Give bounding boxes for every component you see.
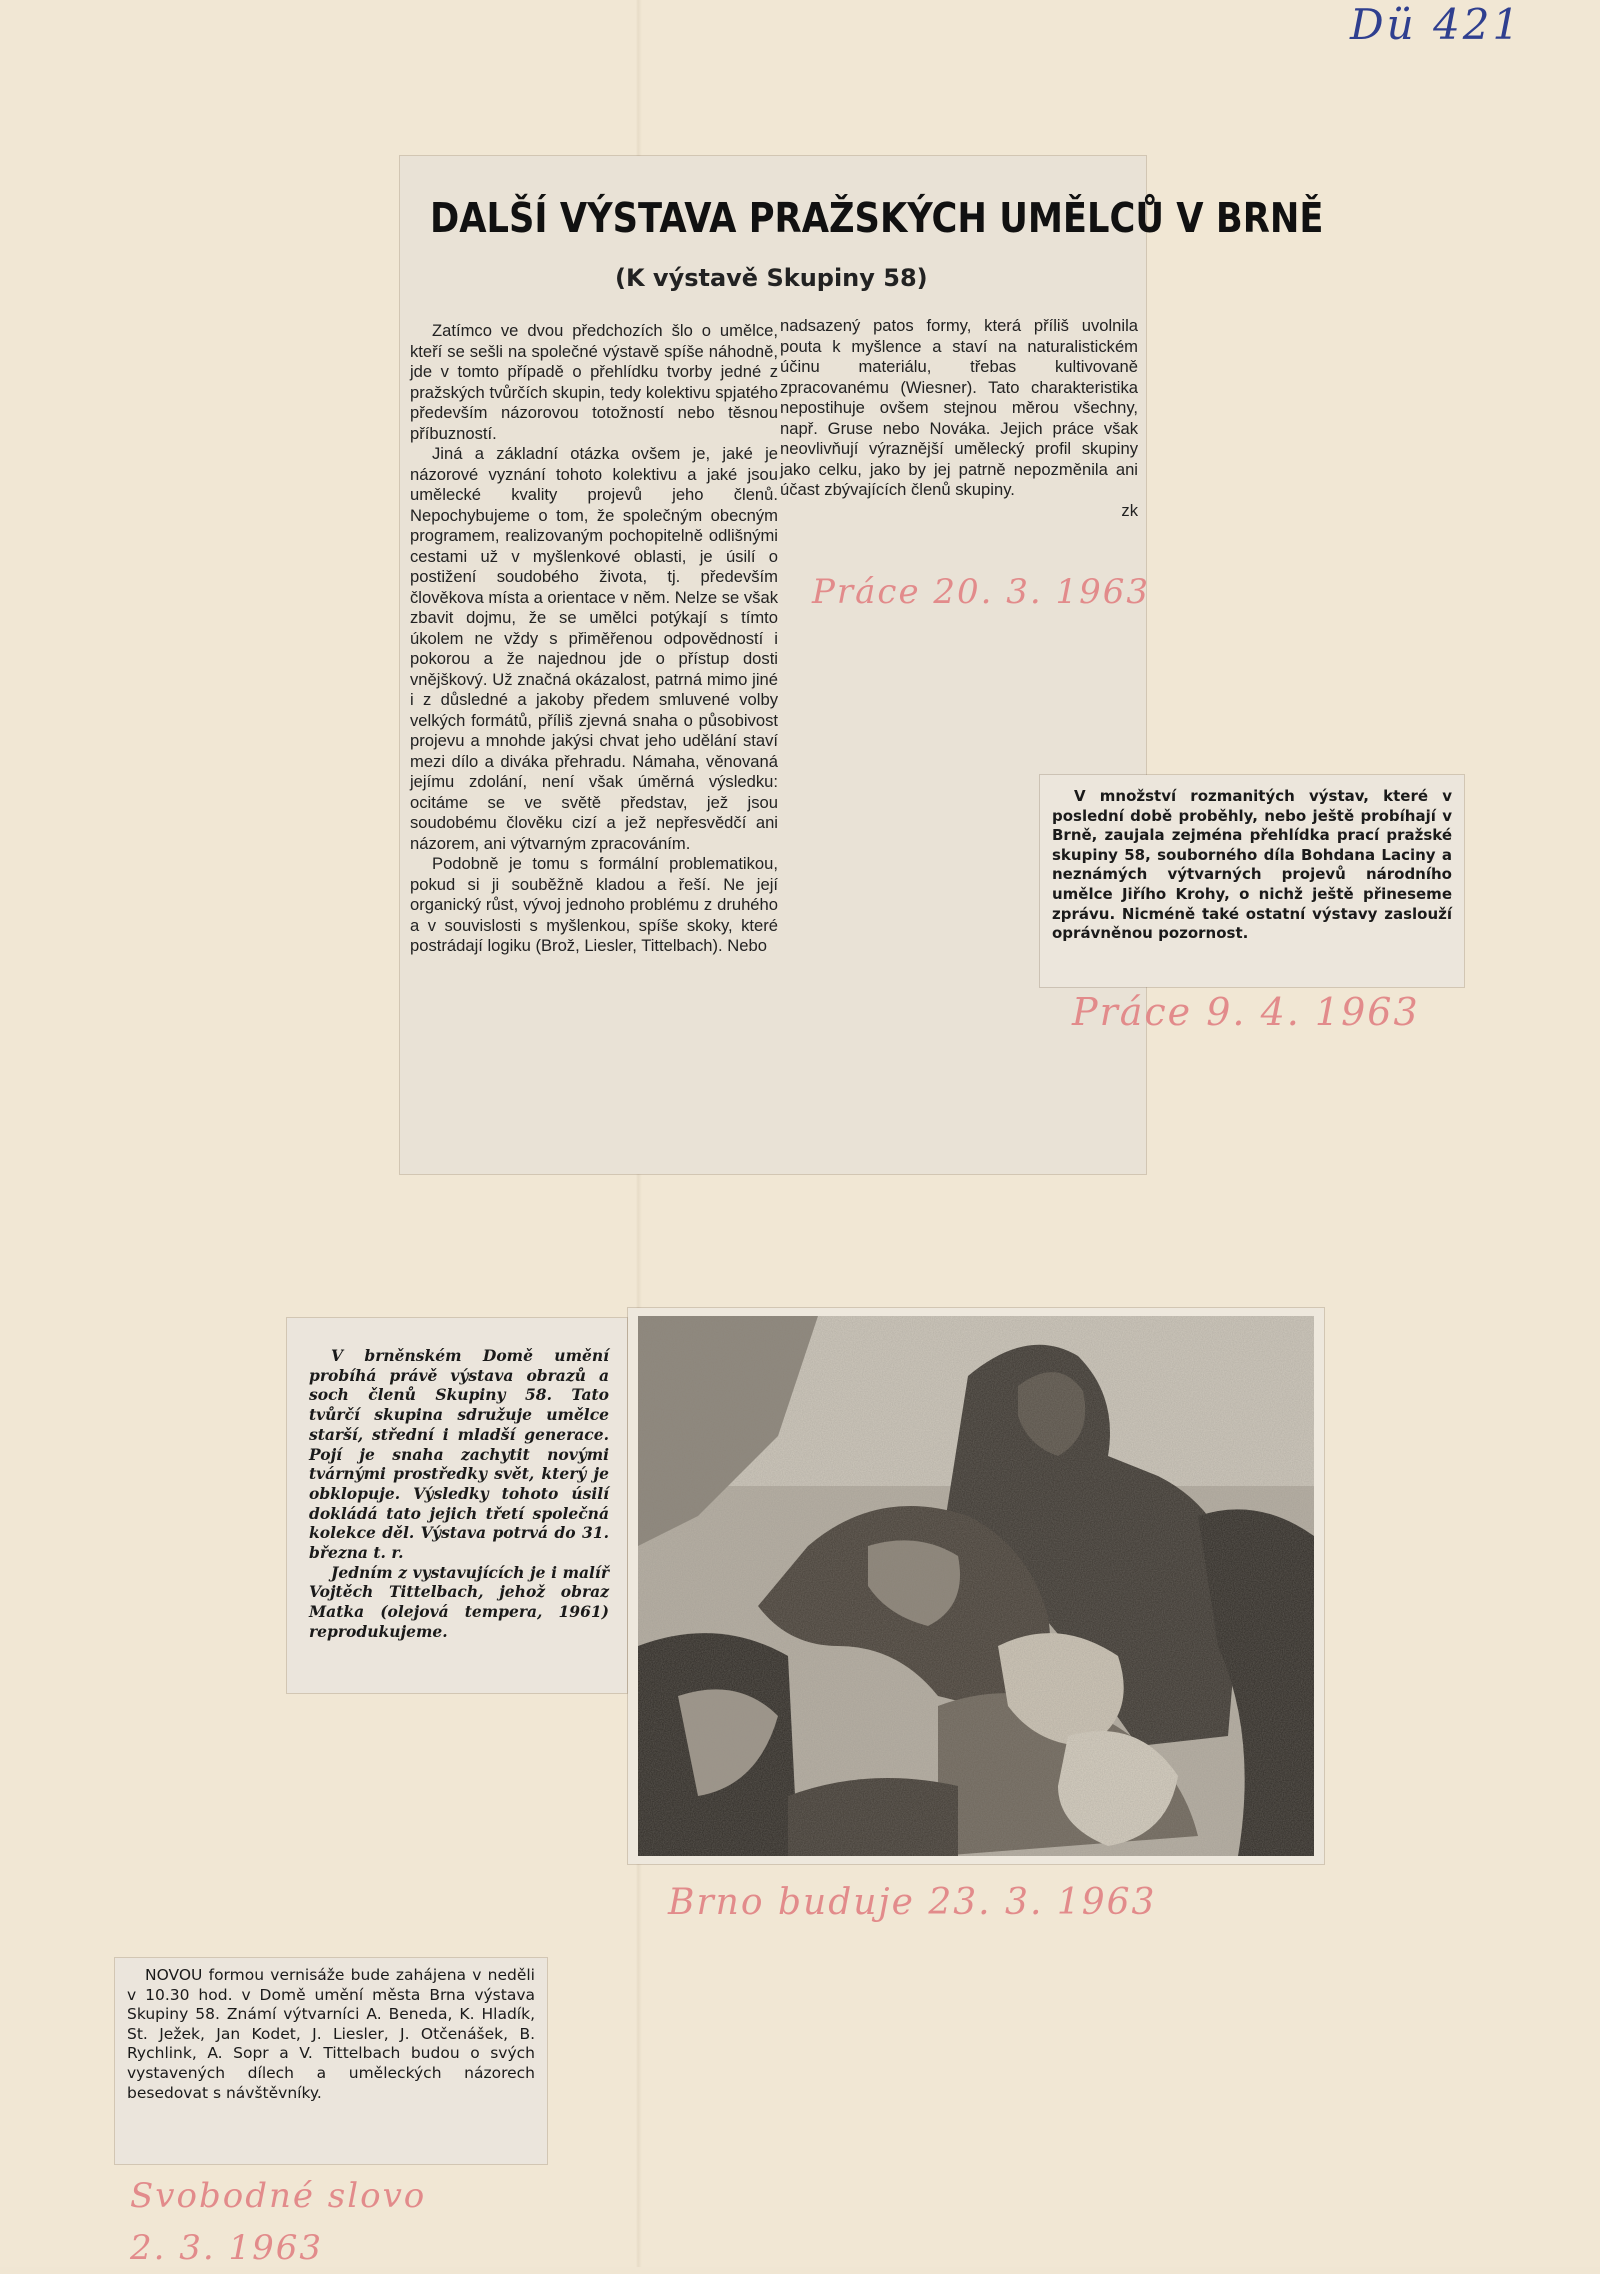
paragraph: V brněnském Domě umění probíhá právě výstava obrazů a soch členů Skupiny 58. Tato tvůrčí skupina sdružuje umělce starší, střední i mladší generace. Pojí je snaha zachytit novými tvárnými prostředky svět, který je obklopuje. Výsledky tohoto úsilí dokládá tato jejich třetí společná kolekce děl. Výstava potrvá do 31. března t. r. — [309, 1346, 609, 1563]
painting-image — [638, 1316, 1314, 1856]
handwritten-source-note: Práce 9. 4. 1963 — [1072, 990, 1420, 1034]
paragraph: Zatímco ve dvou předchozích šlo o umělce, kteří se sešli na společné výstavě spíše náhodně, jde v tomto případě o přehlídku tvorby jedné z pražských tvůrčích skupin, tedy kolektivu spjatého především názorovou totožností nebo těsnou příbuzností. — [410, 321, 778, 443]
paragraph: V množství rozmanitých výstav, které v poslední době proběhly, nebo ještě probíhají v Brně, zaujala zejména přehlídka prací pražské skupiny 58, souborného díla Bohdana Laciny a neznámých výtvarných projevů národního umělce Jiřího Krohy, o nichž ještě přineseme zprávu. Nicméně také ostatní výstavy zaslouží oprávněnou pozornost. — [1052, 787, 1452, 943]
article-left-column — [410, 321, 778, 957]
notice-text — [127, 1966, 535, 2103]
painting-reproduction — [628, 1308, 1324, 1864]
paragraph: Podobně je tomu s formální problematikou, pokud si ji souběžně kladou a řeší. Ne její organický růst, vývoj jednoho problému z druhého a v souvislosti s myšlenkou, spíše skoky, které postrádají logiku (Brož, Liesler, Tittelbach). Nebo — [410, 854, 778, 955]
short-article-text — [1052, 787, 1452, 944]
author-signature: zk — [1121, 500, 1138, 520]
short-article-clipping — [1040, 775, 1464, 987]
handwritten-source-note: Svobodné slovo 2. 3. 1963 — [130, 2176, 427, 2268]
archive-number: Dü 421 — [1350, 0, 1523, 49]
handwritten-source-note: Brno buduje 23. 3. 1963 — [668, 1882, 1157, 1923]
paragraph: Jedním z vystavujících je i malíř Vojtěch Tittelbach, jehož obraz Matka (olejová tempera, 1961) reprodukujeme. — [309, 1562, 609, 1641]
notice-clipping — [115, 1958, 547, 2164]
article-right-column — [780, 316, 1138, 521]
paragraph: NOVOU formou vernisáže bude zahájena v neděli v 10.30 hod. v Domě umění města Brna výstava Skupiny 58. Známí výtvarníci A. Beneda, K. Hladík, St. Ježek, Jan Kodet, J. Liesler, J. Otčenášek, B. Rychlink, A. Sopr a V. Tittelbach budou o svých vystavených dílech a uměleckých názorech besedovat s návštěvníky. — [127, 1966, 535, 2102]
article-headline: DALŠÍ VÝSTAVA PRAŽSKÝCH UMĚLCŮ V BRNĚ — [430, 194, 1324, 242]
photo-caption-clipping — [287, 1318, 627, 1693]
article-subheadline: (K výstavě Skupiny 58) — [615, 264, 928, 292]
photo-caption-text — [309, 1346, 609, 1642]
handwritten-source-note: Práce 20. 3. 1963 — [812, 572, 1151, 612]
paragraph: Jiná a základní otázka ovšem je, jaké je názorové vyznání tohoto kolektivu a jaké jsou umělecké kvality projevů jeho členů. Nepochybujeme o tom, že společným obecným programem, realizovaným pochopitelně odlišnými cestami už v myšlenkové oblasti, je úsilí o postižení soudobého života, tj. především člověkova místa a orientace v něm. Nelze se však zbavit dojmu, že se umělci potýkají s tímto úkolem ne vždy s přiměřenou odpovědností i pokorou a že najednou jde o přístup dosti vnějškový. Už značná okázalost, patrná mimo jiné i z důsledné a jakoby předem smluvené volby velkých formátů, příliš zjevná snaha o působivost projevu a mnohde jakýsi chvat jeho udělání staví mezi dílo a diváka přehradu. Námaha, věnovaná jejímu zdolání, není však úměrná výsledku: ocitáme se ve světě představ, jež jsou soudobému člověku cizí a jež nepřesvědčí ani názorem, ani výtvarným zpracováním. — [410, 444, 778, 853]
paragraph: nadsazený patos formy, která příliš uvolnila pouta k myšlence a staví na naturalistickém účinu materiálu, třebas kultivovaně zpracovanému (Wiesner). Tato charakteristika nepostihuje ovšem stejnou měrou všechny, např. Gruse nebo Nováka. Jejich práce však neovlivňují výraznější umělecký profil skupiny jako celku, jako by jej patrně nepozměnila ani účast zbývajících členů skupiny. — [780, 316, 1138, 499]
